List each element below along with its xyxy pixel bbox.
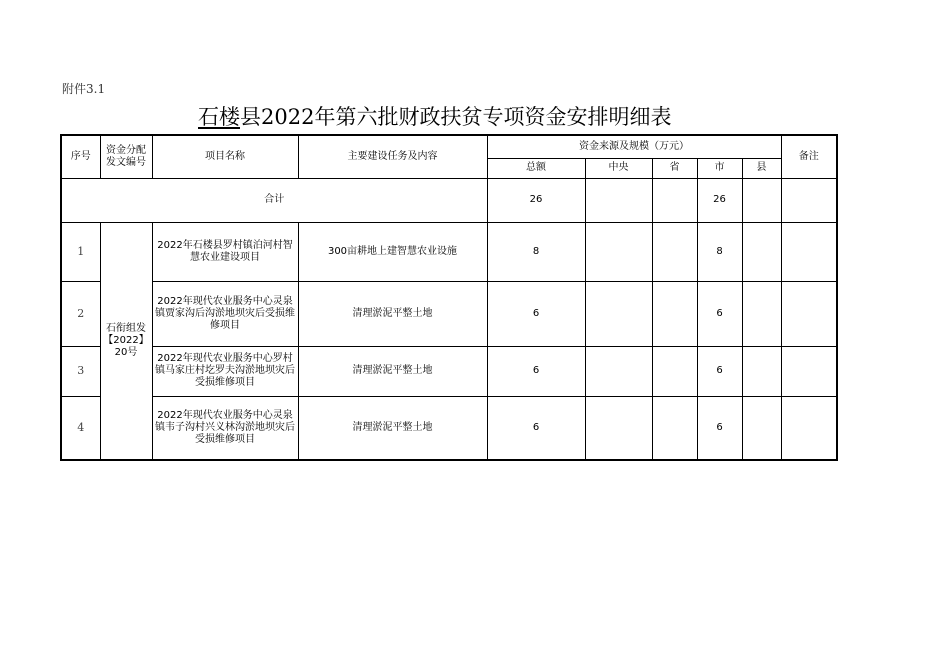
header-project-name: 项目名称 bbox=[152, 135, 298, 178]
row-central bbox=[585, 281, 652, 346]
header-total: 总额 bbox=[487, 158, 585, 178]
table-row bbox=[61, 396, 837, 460]
header-seq: 序号 bbox=[61, 135, 100, 178]
table-row bbox=[61, 346, 837, 396]
row-seq: 3 bbox=[61, 346, 100, 396]
row-remarks bbox=[781, 396, 837, 460]
total-row bbox=[61, 178, 837, 222]
row-task: 300亩耕地上建智慧农业设施 bbox=[298, 222, 487, 281]
row-central bbox=[585, 346, 652, 396]
title-rest: 县2022年第六批财政扶贫专项资金安排明细表 bbox=[240, 105, 672, 129]
row-county bbox=[742, 396, 781, 460]
row-county bbox=[742, 346, 781, 396]
header-tasks: 主要建设任务及内容 bbox=[298, 135, 487, 178]
row-city: 6 bbox=[697, 346, 742, 396]
row-total: 6 bbox=[487, 281, 585, 346]
table-row bbox=[61, 222, 837, 281]
row-county bbox=[742, 222, 781, 281]
row-project: 2022年现代农业服务中心灵泉镇贾家沟后沟淤地坝灾后受损维修项目 bbox=[152, 281, 298, 346]
row-project: 2022年现代农业服务中心罗村镇马家庄村圪罗夫沟淤地坝灾后受损维修项目 bbox=[152, 346, 298, 396]
header-remarks: 备注 bbox=[781, 135, 837, 178]
row-city: 6 bbox=[697, 281, 742, 346]
table-row bbox=[61, 281, 837, 346]
row-task: 清理淤泥平整土地 bbox=[298, 281, 487, 346]
row-central bbox=[585, 222, 652, 281]
row-task: 清理淤泥平整土地 bbox=[298, 346, 487, 396]
row-remarks bbox=[781, 281, 837, 346]
row-total: 8 bbox=[487, 222, 585, 281]
row-province bbox=[652, 346, 697, 396]
row-project: 2022年现代农业服务中心灵泉镇韦子沟村兴义林沟淤地坝灾后受损维修项目 bbox=[152, 396, 298, 460]
row-seq: 2 bbox=[61, 281, 100, 346]
funding-table bbox=[60, 134, 838, 461]
page-title bbox=[198, 101, 671, 131]
total-total: 26 bbox=[487, 178, 585, 222]
row-province bbox=[652, 281, 697, 346]
row-remarks bbox=[781, 346, 837, 396]
row-county bbox=[742, 281, 781, 346]
total-province bbox=[652, 178, 697, 222]
row-province bbox=[652, 222, 697, 281]
total-county bbox=[742, 178, 781, 222]
shared-doc-no: 石衔组发【2022】20号 bbox=[100, 222, 152, 460]
row-task: 清理淤泥平整土地 bbox=[298, 396, 487, 460]
row-seq: 4 bbox=[61, 396, 100, 460]
header-doc-no: 资金分配发文编号 bbox=[100, 135, 152, 178]
row-province bbox=[652, 396, 697, 460]
row-total: 6 bbox=[487, 396, 585, 460]
row-project: 2022年石楼县罗村镇泊河村智慧农业建设项目 bbox=[152, 222, 298, 281]
row-central bbox=[585, 396, 652, 460]
total-remarks bbox=[781, 178, 837, 222]
total-central bbox=[585, 178, 652, 222]
total-city: 26 bbox=[697, 178, 742, 222]
row-city: 6 bbox=[697, 396, 742, 460]
attachment-label: 附件3.1 bbox=[62, 82, 106, 96]
header-province: 省 bbox=[652, 158, 697, 178]
row-city: 8 bbox=[697, 222, 742, 281]
header-county: 县 bbox=[742, 158, 781, 178]
row-seq: 1 bbox=[61, 222, 100, 281]
row-remarks bbox=[781, 222, 837, 281]
total-label: 合计 bbox=[61, 178, 487, 222]
row-total: 6 bbox=[487, 346, 585, 396]
title-underlined-part: 石楼 bbox=[198, 105, 240, 129]
header-city: 市 bbox=[697, 158, 742, 178]
header-central: 中央 bbox=[585, 158, 652, 178]
header-funding-group: 资金来源及规模（万元） bbox=[487, 135, 781, 158]
